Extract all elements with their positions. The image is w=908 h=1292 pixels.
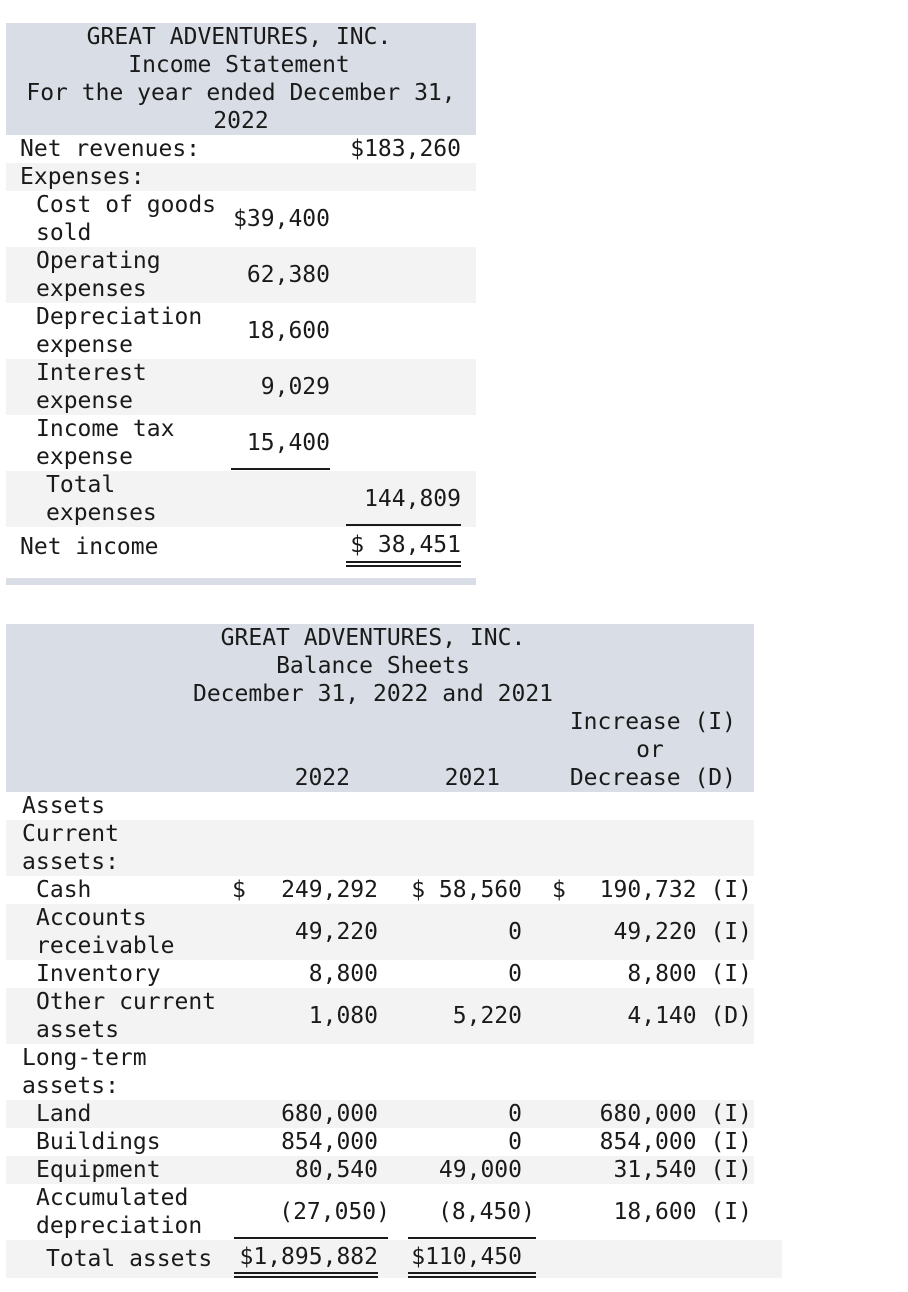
row-label-land: Land bbox=[36, 1101, 92, 1127]
expense-label: expenses bbox=[36, 276, 147, 302]
land-2021: 0 bbox=[508, 1101, 522, 1127]
ar-2021: 0 bbox=[508, 919, 522, 945]
current-assets-label: Current bbox=[22, 821, 119, 847]
col-change-header: Decrease (D) bbox=[569, 765, 736, 791]
land-change: 680,000 (I) bbox=[599, 1101, 752, 1127]
buildings-2022: 854,000 bbox=[281, 1129, 378, 1155]
equipment-2021: 49,000 bbox=[438, 1157, 522, 1183]
inventory-2021: 0 bbox=[508, 961, 522, 987]
row-label-inventory: Inventory bbox=[36, 961, 161, 987]
total-expenses-label: Total bbox=[46, 472, 116, 498]
accum-dep-change: 18,600 (I) bbox=[613, 1199, 752, 1225]
inventory-2022: 8,800 bbox=[308, 961, 378, 987]
expense-label: Income tax bbox=[36, 416, 175, 442]
net-income-double-rule bbox=[346, 561, 461, 567]
col-change-header: Increase (I) bbox=[569, 709, 736, 735]
equipment-2022: 80,540 bbox=[294, 1157, 378, 1183]
total-assets-label: Total assets bbox=[46, 1246, 213, 1272]
expense-label: Depreciation bbox=[36, 304, 203, 330]
other-current-change: 4,140 (D) bbox=[627, 1003, 752, 1029]
total-assets-2022: $1,895,882 bbox=[239, 1244, 378, 1270]
subtotal-rule-2022 bbox=[234, 1237, 388, 1239]
subtotal-rule-2021 bbox=[408, 1237, 536, 1239]
current-assets-label: assets: bbox=[22, 849, 119, 875]
expense-subtotal-rule bbox=[231, 468, 330, 470]
equipment-change: 31,540 (I) bbox=[613, 1157, 752, 1183]
total-expenses-label: expenses bbox=[46, 500, 157, 526]
buildings-change: 854,000 (I) bbox=[599, 1129, 752, 1155]
dollar-sign: $ bbox=[232, 877, 246, 903]
expense-value: 62,380 bbox=[246, 262, 330, 288]
col-2021-header: 2021 bbox=[444, 765, 500, 791]
assets-label: Assets bbox=[22, 793, 106, 819]
expense-value: 15,400 bbox=[246, 430, 330, 456]
long-term-assets-label: assets: bbox=[22, 1073, 119, 1099]
cash-2022: 249,292 bbox=[281, 877, 378, 903]
expenses-label: Expenses: bbox=[20, 164, 145, 190]
expense-label: Cost of goods bbox=[36, 192, 217, 218]
expense-label: sold bbox=[36, 220, 92, 246]
net-income-value: $ 38,451 bbox=[350, 532, 461, 558]
expense-label: expense bbox=[36, 332, 133, 358]
accum-dep-2022: (27,050) bbox=[279, 1199, 390, 1225]
total-rule bbox=[346, 524, 461, 526]
income-title: Income Statement bbox=[128, 52, 350, 78]
expense-label: Interest bbox=[36, 360, 147, 386]
expense-value: $39,400 bbox=[233, 206, 330, 232]
col-2022-header: 2022 bbox=[294, 765, 350, 791]
income-period-line2: 2022 bbox=[213, 108, 269, 134]
ar-change: 49,220 (I) bbox=[613, 919, 752, 945]
inventory-change: 8,800 (I) bbox=[627, 961, 752, 987]
long-term-assets-label: Long-term bbox=[22, 1045, 147, 1071]
row-label-equipment: Equipment bbox=[36, 1157, 161, 1183]
other-current-2021: 5,220 bbox=[452, 1003, 522, 1029]
row-label-other-current: assets bbox=[36, 1017, 120, 1043]
cash-2021: $ 58,560 bbox=[411, 877, 522, 903]
net-revenues-value: $183,260 bbox=[350, 136, 461, 162]
expense-label: Operating bbox=[36, 248, 161, 274]
expense-value: 9,029 bbox=[260, 374, 330, 400]
buildings-2021: 0 bbox=[508, 1129, 522, 1155]
net-revenues-label: Net revenues: bbox=[20, 136, 201, 162]
row-label-buildings: Buildings bbox=[36, 1129, 161, 1155]
dollar-sign: $ bbox=[552, 877, 566, 903]
expense-label: expense bbox=[36, 444, 133, 470]
balance-company: GREAT ADVENTURES, INC. bbox=[220, 625, 526, 651]
expense-label: expense bbox=[36, 388, 133, 414]
income-company: GREAT ADVENTURES, INC. bbox=[86, 24, 392, 50]
cash-change: 190,732 (I) bbox=[599, 877, 752, 903]
land-2022: 680,000 bbox=[281, 1101, 378, 1127]
balance-title: Balance Sheets bbox=[276, 653, 470, 679]
row-label-accum-dep: depreciation bbox=[36, 1213, 203, 1239]
accum-dep-2021: (8,450) bbox=[438, 1199, 535, 1225]
net-income-label: Net income bbox=[20, 534, 159, 560]
expense-value: 18,600 bbox=[246, 318, 330, 344]
total-expenses-value: 144,809 bbox=[364, 486, 461, 512]
row-label-cash: Cash bbox=[36, 877, 92, 903]
row-label-accum-dep: Accumulated bbox=[36, 1185, 189, 1211]
col-change-header: or bbox=[636, 737, 664, 763]
total-double-rule-2022 bbox=[234, 1272, 378, 1278]
ar-2022: 49,220 bbox=[294, 919, 378, 945]
balance-period: December 31, 2022 and 2021 bbox=[192, 681, 554, 707]
income-period-line1: For the year ended December 31, bbox=[26, 80, 456, 106]
row-label-other-current: Other current bbox=[36, 989, 217, 1015]
other-current-2022: 1,080 bbox=[308, 1003, 378, 1029]
income-footer-band bbox=[6, 578, 476, 585]
total-double-rule-2021 bbox=[408, 1272, 536, 1278]
total-assets-2021: $110,450 bbox=[411, 1244, 522, 1270]
row-label-ar: receivable bbox=[36, 933, 175, 959]
row-label-ar: Accounts bbox=[36, 905, 147, 931]
